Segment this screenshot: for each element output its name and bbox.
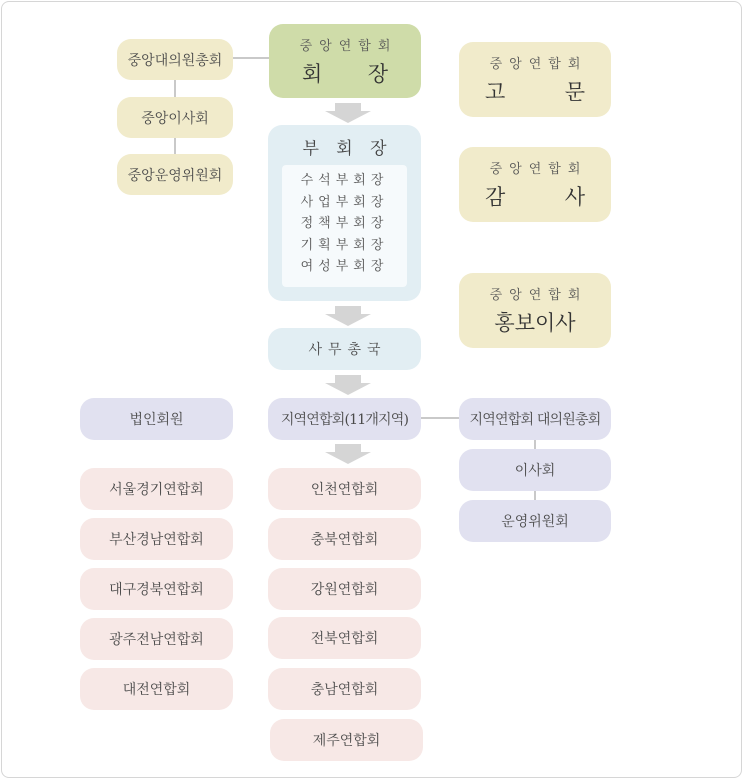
- regional-member-box: [268, 668, 421, 710]
- corporate-members-label: 법인회원: [129, 412, 184, 428]
- regional-member-box: [268, 568, 421, 610]
- vice-president-list: [282, 165, 407, 287]
- regional-member-label: 강원연합회: [310, 582, 379, 598]
- secretariat-label: 사무총국: [308, 342, 387, 358]
- regional-member-label: 인천연합회: [310, 482, 379, 498]
- pr-director-box: [459, 273, 611, 348]
- regional-member-box: [268, 468, 421, 510]
- central-board-box: [117, 97, 233, 138]
- advisor-title: 고 문: [485, 80, 585, 104]
- connector-president-assembly: [232, 57, 270, 59]
- corporate-member-box: [80, 468, 233, 510]
- auditor-box: [459, 147, 611, 222]
- pr-director-sub-label: 중앙연합회: [489, 288, 588, 303]
- connector-assembly-board: [174, 80, 176, 98]
- president-title: 회 장: [302, 61, 388, 86]
- president-box: [269, 24, 421, 98]
- regional-federation-box: [268, 398, 421, 440]
- auditor-title: 감 사: [485, 185, 585, 209]
- corporate-member-label: 대구경북연합회: [109, 582, 204, 598]
- central-steering-committee-label: 중앙운영위원회: [127, 167, 223, 184]
- regional-member-box: [270, 719, 423, 761]
- regional-member-label: 제주연합회: [312, 733, 381, 749]
- corporate-member-box: [80, 518, 233, 560]
- regional-steering-committee-label: 운영위원회: [501, 514, 569, 530]
- corporate-member-label: 대전연합회: [122, 682, 191, 698]
- corporate-member-box: [80, 568, 233, 610]
- regional-steering-committee-box: [459, 500, 611, 542]
- arrow-down-icon: [325, 103, 371, 123]
- central-board-label: 중앙이사회: [141, 110, 209, 127]
- advisor-box: [459, 42, 611, 117]
- arrow-down-icon: [325, 306, 371, 326]
- diagram-frame: [1, 1, 742, 778]
- advisor-sub-label: 중앙연합회: [489, 57, 588, 72]
- auditor-sub-label: 중앙연합회: [489, 162, 588, 177]
- regional-board-label: 이사회: [514, 463, 556, 479]
- vice-president-item: 기획부회장: [300, 237, 389, 253]
- corporate-member-label: 서울경기연합회: [109, 482, 204, 498]
- connector-board-steering: [174, 138, 176, 155]
- corporate-member-label: 광주전남연합회: [109, 632, 204, 648]
- central-assembly-label: 중앙대의원총회: [127, 52, 223, 69]
- regional-member-label: 전북연합회: [310, 631, 379, 647]
- regional-member-label: 충남연합회: [310, 682, 379, 698]
- regional-assembly-box: [459, 398, 611, 440]
- vice-president-item: 사업부회장: [300, 194, 389, 210]
- connector-regional-assembly: [420, 417, 460, 419]
- regional-assembly-label: 지역연합회 대의원총회: [469, 412, 601, 428]
- president-sub-label: 중앙연합회: [299, 38, 398, 54]
- central-steering-committee-box: [117, 154, 233, 195]
- pr-director-title: 홍보이사: [494, 311, 576, 335]
- central-assembly-box: [117, 39, 233, 80]
- regional-federation-label: 지역연합회(11개지역): [280, 412, 409, 428]
- corporate-member-box: [80, 668, 233, 710]
- corporate-member-box: [80, 618, 233, 660]
- regional-member-box: [268, 518, 421, 560]
- arrow-down-icon: [325, 375, 371, 395]
- corporate-member-label: 부산경남연합회: [109, 532, 204, 548]
- secretariat-box: [268, 328, 421, 370]
- corporate-members-box: [80, 398, 233, 440]
- regional-member-box: [268, 617, 421, 659]
- arrow-down-icon: [325, 444, 371, 464]
- vice-president-title: 부 회 장: [302, 139, 393, 159]
- vice-president-item: 정책부회장: [300, 216, 389, 231]
- vice-president-item: 여성부회장: [300, 259, 389, 274]
- vice-president-item: 수석부회장: [300, 173, 389, 188]
- vice-president-box: [268, 125, 421, 301]
- regional-board-box: [459, 449, 611, 491]
- regional-member-label: 충북연합회: [310, 532, 379, 548]
